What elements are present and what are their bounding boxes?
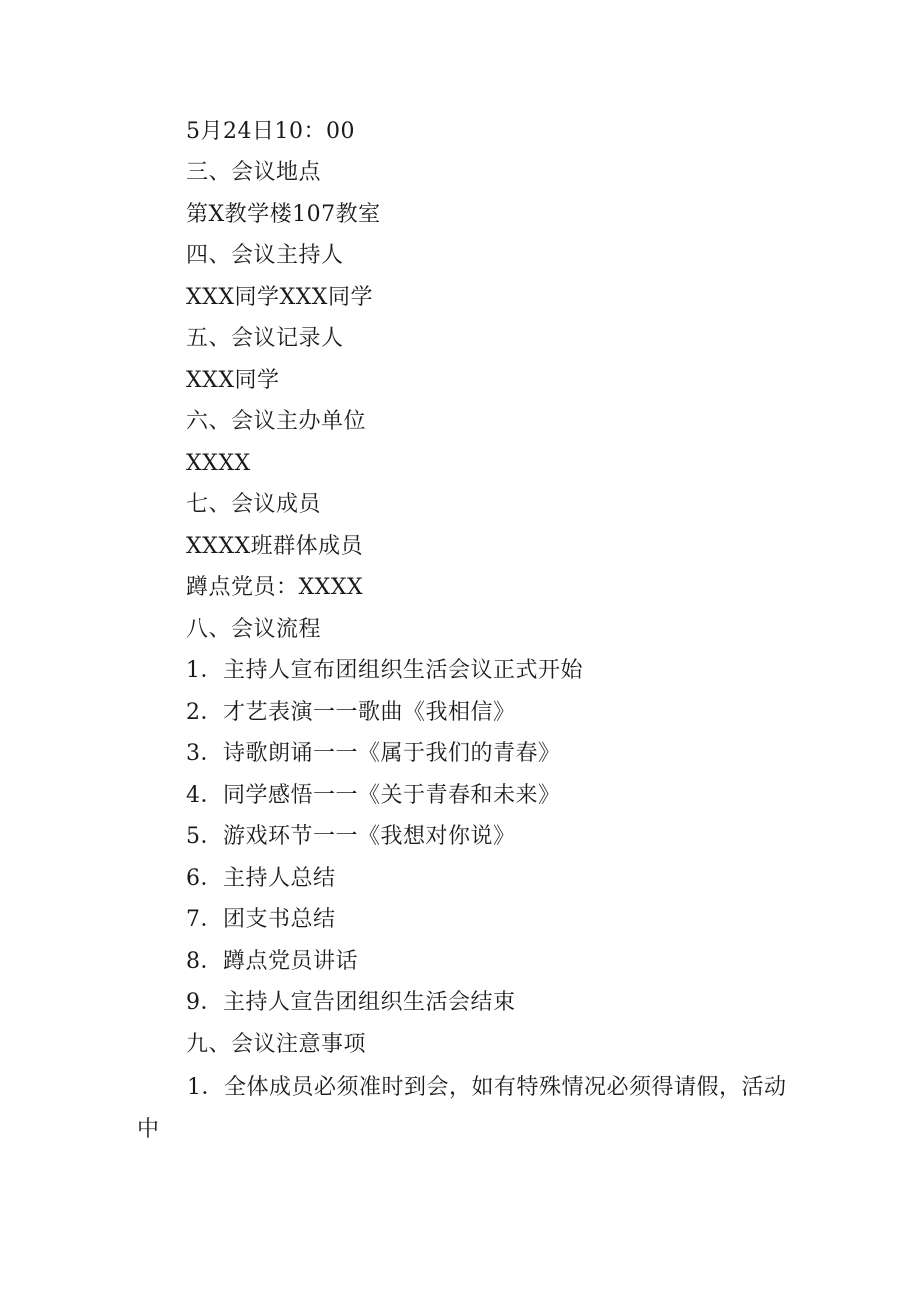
meeting-host: XXX同学XXX同学 [186, 285, 373, 310]
meeting-time: 5月24日10：00 [186, 119, 355, 144]
section-heading-location: 三、会议地点 [186, 160, 322, 185]
section-heading-recorder: 五、会议记录人 [186, 326, 344, 351]
section-heading-organizer: 六、会议主办单位 [186, 409, 367, 434]
meeting-recorder: XXX同学 [186, 368, 280, 393]
agenda-item: 5．游戏环节一一《我想对你说》 [186, 824, 516, 849]
agenda-item: 8．蹲点党员讲话 [186, 949, 358, 974]
agenda-item: 2．才艺表演一一歌曲《我相信》 [186, 700, 516, 725]
section-heading-agenda: 八、会议流程 [186, 617, 322, 642]
agenda-item: 3．诗歌朗诵一一《属于我们的青春》 [186, 741, 561, 766]
section-heading-notes: 九、会议注意事项 [186, 1032, 367, 1057]
section-heading-members: 七、会议成员 [186, 492, 322, 517]
meeting-location: 第X教学楼107教室 [186, 202, 381, 227]
meeting-party-member: 蹲点党员：XXXX [186, 575, 364, 600]
meeting-members: XXXX班群体成员 [186, 534, 364, 559]
section-heading-host: 四、会议主持人 [186, 243, 344, 268]
notes-paragraph: 1．全体成员必须准时到会，如有特殊情况必须得请假，活动中 [137, 1075, 787, 1142]
agenda-item: 4．同学感悟一一《关于青春和未来》 [186, 783, 561, 808]
agenda-item: 1．主持人宣布团组织生活会议正式开始 [186, 658, 583, 683]
agenda-item: 6．主持人总结 [186, 866, 336, 891]
agenda-item: 7．团支书总结 [186, 907, 336, 932]
meeting-organizer: XXXX [186, 451, 251, 476]
agenda-item: 9．主持人宣告团组织生活会结束 [186, 990, 516, 1015]
